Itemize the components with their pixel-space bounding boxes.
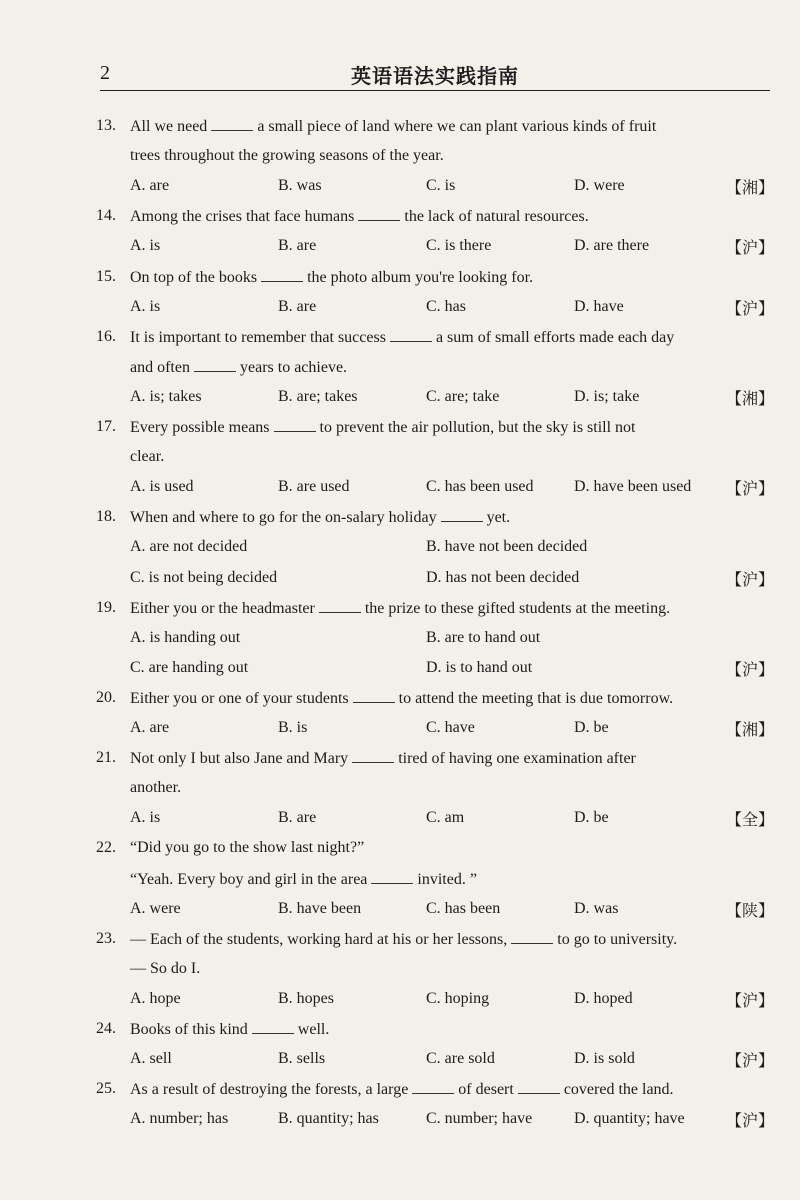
answer-option[interactable]: C. has been used: [426, 478, 534, 496]
question-text: Not only I but also Jane and Mary: [130, 750, 349, 768]
question-text-line: [96, 748, 636, 769]
source-tag: 【陕】: [725, 900, 774, 920]
answer-option[interactable]: C. are sold: [426, 1050, 495, 1068]
answer-option[interactable]: C. is there: [426, 237, 492, 255]
answer-option[interactable]: C. have: [426, 719, 475, 736]
source-tag: 【湘】: [725, 178, 774, 198]
question-number: 22.: [96, 839, 116, 857]
question-text: a small piece of land where we can plant various kinds of fruit: [257, 118, 657, 135]
question-text: “Did you go to the show last night?”: [130, 839, 365, 857]
book-title: 英语语法实践指南: [351, 66, 519, 88]
question-number: 15.: [96, 267, 116, 285]
answer-option[interactable]: D. has not been decided: [426, 568, 580, 586]
answer-option[interactable]: A. is handing out: [130, 628, 241, 646]
question-number: 21.: [96, 749, 116, 767]
question-text: trees throughout the growing seasons of the year.: [130, 147, 444, 165]
question-text: a sum of small efforts made each day: [435, 328, 675, 346]
question-text: invited. ”: [417, 870, 477, 888]
question-text: the prize to these gifted students at the meeting.: [364, 599, 671, 617]
question-text-line: [96, 598, 671, 619]
question-text: to go to university.: [557, 930, 678, 948]
question-text-line: [130, 778, 181, 798]
answer-blank[interactable]: [319, 598, 361, 613]
question-text-line: [96, 327, 675, 348]
question-number: 18.: [96, 508, 116, 526]
answer-option[interactable]: C. has been: [426, 899, 501, 917]
question-text: another.: [130, 779, 182, 797]
answer-option[interactable]: A. are not decided: [130, 538, 248, 556]
answer-option[interactable]: D. be: [574, 809, 609, 827]
answer-option[interactable]: B. are to hand out: [426, 628, 541, 646]
question-text-line: [96, 1079, 674, 1100]
question-text-line: [96, 116, 657, 137]
question-text: the lack of natural resources.: [404, 208, 589, 226]
answer-option[interactable]: D. were: [574, 177, 625, 195]
question-text-line: [96, 688, 674, 709]
answer-option[interactable]: D. have been used: [574, 478, 692, 496]
answer-blank[interactable]: [194, 357, 236, 372]
answer-option[interactable]: B. are: [278, 297, 317, 315]
question-text: tired of having one examination after: [398, 750, 636, 768]
answer-option[interactable]: B. are; takes: [278, 387, 358, 405]
source-tag: 【沪】: [725, 659, 774, 679]
answer-option[interactable]: D. are there: [574, 237, 650, 255]
source-tag: 【湘】: [725, 388, 774, 408]
question-text: of desert: [458, 1081, 514, 1099]
answer-blank[interactable]: [353, 688, 395, 703]
answer-option[interactable]: C. is not being decided: [130, 568, 278, 586]
answer-option[interactable]: B. was: [278, 177, 322, 195]
question-number: 13.: [96, 117, 116, 134]
question-number: 23.: [96, 929, 116, 947]
question-text: covered the land.: [563, 1081, 674, 1099]
question-number: 14.: [96, 207, 116, 225]
question-text: As a result of destroying the forests, a large: [130, 1081, 409, 1099]
question-text: — So do I.: [130, 959, 201, 977]
answer-option[interactable]: B. sells: [278, 1050, 326, 1068]
page-number: 2: [100, 62, 110, 84]
answer-option[interactable]: A. is used: [130, 478, 194, 496]
answer-option[interactable]: D. have: [574, 297, 624, 315]
question-text: yet.: [486, 509, 511, 527]
answer-blank[interactable]: [261, 267, 303, 282]
answer-option[interactable]: D. be: [574, 719, 609, 736]
source-tag: 【沪】: [725, 990, 774, 1010]
question-text: the photo album you're looking for.: [307, 268, 534, 286]
answer-option[interactable]: B. hopes: [278, 989, 334, 1007]
source-tag: 【沪】: [725, 298, 774, 318]
answer-option[interactable]: D. is to hand out: [426, 658, 533, 676]
answer-blank[interactable]: [274, 417, 316, 432]
question-text-line: [96, 1019, 330, 1040]
answer-option[interactable]: D. is; take: [574, 387, 640, 405]
source-tag: 【沪】: [725, 238, 774, 258]
question-text-line: [96, 838, 365, 858]
answer-blank[interactable]: [441, 507, 483, 522]
question-text: and often: [130, 358, 190, 376]
answer-option[interactable]: A. is: [130, 297, 161, 315]
answer-blank[interactable]: [352, 748, 394, 763]
answer-option[interactable]: D. is sold: [574, 1050, 635, 1068]
answer-option[interactable]: C. number; have: [426, 1110, 533, 1128]
answer-option[interactable]: A. number; has: [130, 1110, 229, 1128]
question-text: It is important to remember that success: [130, 328, 386, 346]
answer-option[interactable]: D. quantity; have: [574, 1110, 685, 1128]
answer-option[interactable]: C. hoping: [426, 989, 490, 1007]
question-number: 19.: [96, 598, 116, 616]
question-text-line: [96, 206, 589, 227]
question-number: 24.: [96, 1020, 116, 1037]
question-text: On top of the books: [130, 268, 258, 286]
question-text-line: [130, 959, 200, 979]
question-text-line: [130, 146, 444, 166]
source-tag: 【沪】: [725, 1111, 774, 1131]
answer-blank[interactable]: [390, 327, 432, 342]
question-text: Among the crises that face humans: [130, 208, 355, 226]
answer-option[interactable]: A. hope: [130, 989, 181, 1007]
source-tag: 【全】: [725, 810, 774, 830]
answer-option[interactable]: B. quantity; has: [278, 1110, 379, 1128]
answer-blank[interactable]: [358, 206, 400, 221]
source-tag: 【沪】: [725, 569, 774, 589]
answer-blank[interactable]: [371, 869, 413, 884]
answer-option[interactable]: A. is: [130, 237, 161, 255]
answer-option[interactable]: B. have not been decided: [426, 538, 588, 556]
question-text: to prevent the air pollution, but the sky is still not: [319, 419, 636, 436]
answer-option[interactable]: B. is: [278, 719, 308, 736]
answer-option[interactable]: B. are used: [278, 478, 350, 496]
answer-option[interactable]: A. were: [130, 899, 181, 917]
question-text: All we need: [130, 118, 208, 135]
answer-blank[interactable]: [252, 1019, 294, 1034]
answer-option[interactable]: A. are: [130, 719, 170, 736]
answer-option[interactable]: A. is: [130, 809, 161, 827]
answer-option[interactable]: C. are; take: [426, 387, 500, 405]
answer-option[interactable]: B. are: [278, 809, 317, 827]
answer-option[interactable]: C. are handing out: [130, 658, 249, 676]
question-text: Either you or one of your students: [130, 689, 349, 707]
question-text: Every possible means: [130, 419, 270, 436]
question-number: 25.: [96, 1080, 116, 1098]
question-text: to attend the meeting that is due tomorrow.: [398, 689, 674, 707]
question-text-line: [96, 507, 511, 528]
question-text-line: [130, 357, 347, 378]
source-tag: 【沪】: [725, 479, 774, 499]
answer-blank[interactable]: [412, 1079, 454, 1094]
question-text-line: [96, 417, 636, 438]
question-text-line: [130, 869, 477, 890]
question-text: years to achieve.: [239, 358, 348, 376]
answer-option[interactable]: A. sell: [130, 1050, 172, 1068]
question-text-line: [96, 929, 678, 950]
question-number: 20.: [96, 688, 116, 706]
source-tag: 【湘】: [725, 720, 774, 739]
answer-blank[interactable]: [511, 929, 553, 944]
question-text: — Each of the students, working hard at his or her lessons,: [130, 930, 508, 948]
answer-blank[interactable]: [211, 116, 253, 131]
answer-option[interactable]: C. has: [426, 297, 466, 315]
source-tag: 【沪】: [725, 1051, 774, 1071]
question-text: clear.: [130, 448, 165, 466]
question-text: Books of this kind: [130, 1021, 248, 1038]
answer-option[interactable]: C. am: [426, 809, 465, 827]
answer-option[interactable]: C. is: [426, 177, 456, 195]
question-number: 16.: [96, 327, 116, 345]
answer-option[interactable]: B. are: [278, 237, 317, 255]
answer-option[interactable]: B. have been: [278, 899, 362, 917]
question-text: well.: [297, 1021, 330, 1038]
question-text: “Yeah. Every boy and girl in the area: [130, 870, 368, 888]
question-text-line: [96, 267, 534, 288]
answer-option[interactable]: D. hoped: [574, 989, 633, 1007]
question-text: Either you or the headmaster: [130, 599, 315, 617]
question-text: When and where to go for the on-salary holiday: [130, 509, 437, 527]
answer-blank[interactable]: [518, 1079, 560, 1094]
answer-option[interactable]: A. are: [130, 177, 170, 195]
question-text-line: [130, 447, 164, 467]
answer-option[interactable]: D. was: [574, 899, 619, 917]
answer-option[interactable]: A. is; takes: [130, 387, 202, 405]
question-number: 17.: [96, 418, 116, 435]
